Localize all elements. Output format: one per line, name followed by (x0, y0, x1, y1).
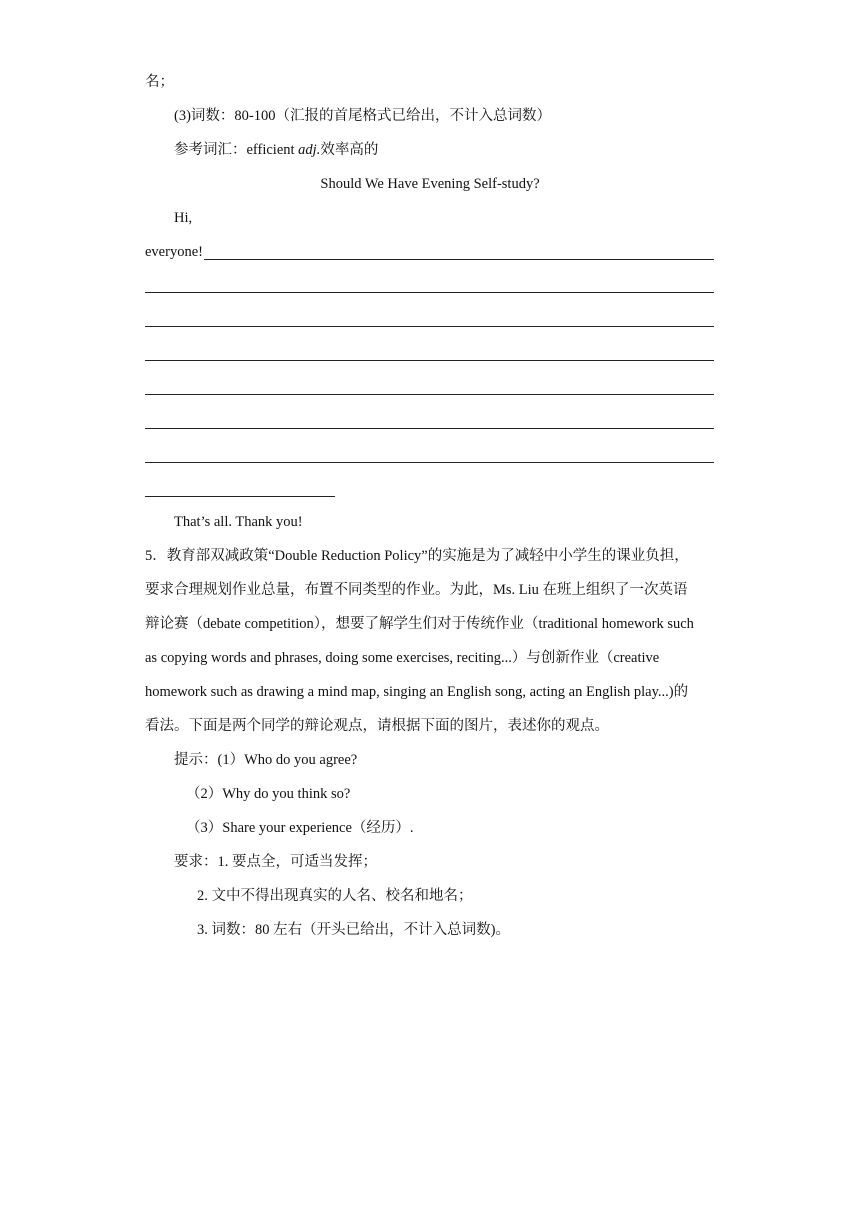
writing-line (145, 360, 714, 361)
writing-line (145, 326, 714, 327)
writing-line (204, 259, 714, 260)
essay-greeting: Hi, (174, 210, 193, 226)
essay-opening: everyone! (145, 244, 203, 260)
question-5-text: homework such as drawing a mind map, singing an English song, acting an English play...)的 (145, 684, 689, 700)
writing-line (145, 292, 714, 293)
vocab-meaning: 效率高的 (320, 142, 379, 158)
vocab-pos: adj. (298, 142, 321, 158)
question-5-text: 看法。下面是两个同学的辩论观点，请根据下面的图片，表述你的观点。 (145, 718, 609, 734)
requirement-3-word-count: 3. 词数：80 左右（开头已给出，不计入总词数)。 (197, 922, 510, 938)
question-5-text: 5．教育部双减政策“Double Reduction Policy”的实施是为了减轻中小学生的课业负担， (145, 548, 689, 564)
essay-closing: That’s all. Thank you! (174, 514, 303, 530)
writing-line (145, 496, 335, 497)
hint-3: （3）Share your experience（经历）. (186, 820, 414, 836)
hint-1: 提示：(1）Who do you agree? (174, 752, 358, 768)
question-5-text: 辩论赛（debate competition），想要了解学生们对于传统作业（traditional homework such (145, 616, 694, 632)
hint-2: （2）Why do you think so? (186, 786, 351, 802)
question-5-text: as copying words and phrases, doing some exercises, reciting...）与创新作业（creative (145, 650, 660, 666)
essay-title: Should We Have Evening Self-study? (320, 176, 540, 192)
vocab-prefix: 参考词汇：efficient (174, 142, 299, 158)
requirement-2: 2. 文中不得出现真实的人名、校名和地名； (197, 888, 473, 904)
writing-line (145, 462, 714, 463)
reference-vocabulary (174, 140, 378, 160)
writing-line (145, 428, 714, 429)
question-5-text: 要求合理规划作业总量，布置不同类型的作业。为此，Ms. Liu 在班上组织了一次英语 (145, 582, 688, 598)
requirement-1: 要求：1. 要点全，可适当发挥； (174, 854, 377, 870)
requirement-tail: 名； (145, 74, 174, 90)
requirement-3: (3)词数：80-100（汇报的首尾格式已给出，不计入总词数） (174, 108, 551, 124)
writing-line (145, 394, 714, 395)
